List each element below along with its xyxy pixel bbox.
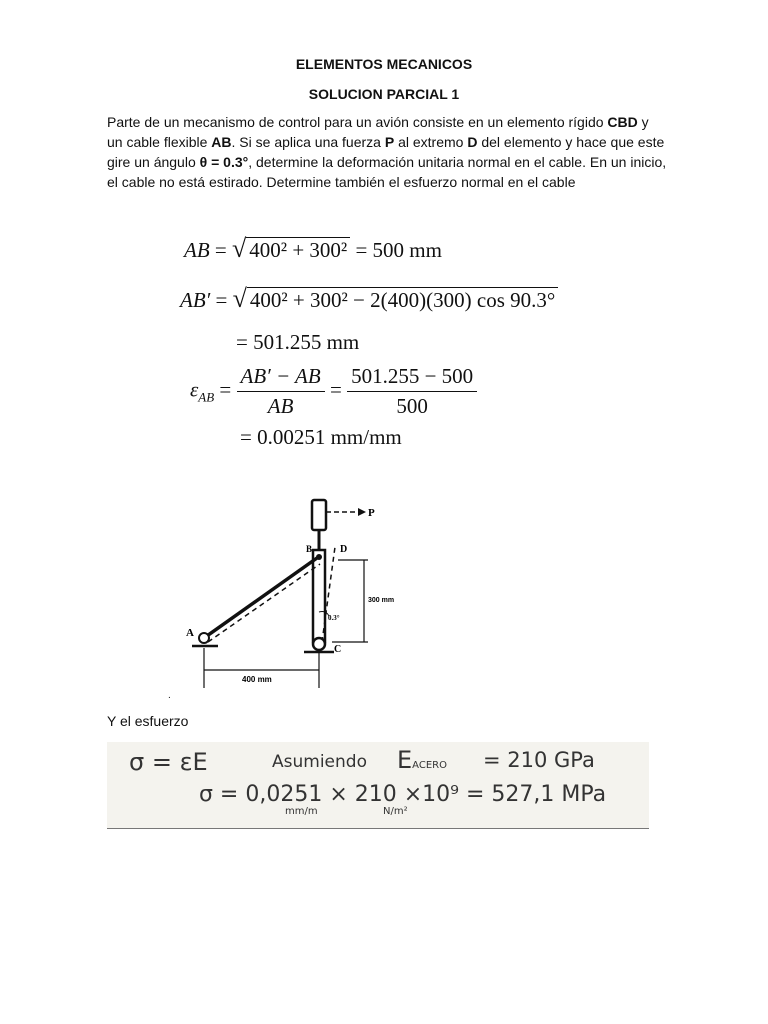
eq4-fraction-2 bbox=[347, 364, 477, 419]
eq4-denominator-2: 500 bbox=[396, 394, 428, 418]
eq4-fraction-1 bbox=[237, 364, 325, 419]
eq1-radicand: 400² + 300² bbox=[246, 237, 350, 262]
stress-label: Y el esfuerzo bbox=[107, 713, 189, 729]
eq4-epsilon: ε bbox=[190, 377, 199, 402]
hw-unit-strain: mm/m bbox=[285, 806, 318, 817]
equation-ab bbox=[184, 234, 442, 264]
sqrt-icon: √ bbox=[232, 284, 247, 313]
eq4-equals: = bbox=[219, 377, 232, 402]
eq1-lhs: AB bbox=[184, 238, 210, 262]
handwritten-note-image bbox=[107, 742, 649, 829]
bold-ab: AB bbox=[211, 134, 232, 150]
label-a: A bbox=[186, 627, 194, 639]
hw-e: E bbox=[397, 746, 413, 774]
pin-c bbox=[313, 638, 325, 650]
hw-assuming: Asumiendo bbox=[272, 752, 367, 772]
problem-text: y un cable flexible bbox=[107, 114, 649, 150]
eq2-equals: = bbox=[215, 288, 228, 312]
pin-a bbox=[199, 633, 209, 643]
cable-ab-dashed bbox=[208, 564, 320, 642]
problem-text: , determine la deformación unitaria normal en el cable. En un inicio, el cable no está estirado. Determine también el esfuerzo normal en el cable bbox=[107, 154, 667, 190]
cable-ab bbox=[204, 558, 317, 638]
eq4-numerator-1: AB′ − AB bbox=[237, 364, 325, 392]
mechanism-diagram bbox=[180, 492, 400, 692]
document-title: ELEMENTOS MECANICOS bbox=[295, 56, 473, 72]
problem-text: al extremo bbox=[394, 134, 468, 150]
label-d: D bbox=[340, 544, 348, 555]
hw-acero: ACERO bbox=[412, 760, 447, 771]
bold-angle: θ = 0.3° bbox=[199, 154, 249, 170]
eq1-result: = 500 mm bbox=[355, 238, 442, 262]
hw-stress-formula: σ = εE bbox=[129, 748, 208, 776]
eq2-radicand: 400² + 300² − 2(400)(300) cos 90.3° bbox=[247, 287, 558, 312]
hw-modulus-value: = 210 GPa bbox=[483, 748, 595, 772]
hw-modulus-symbol bbox=[397, 746, 447, 774]
eq4-equals-2: = bbox=[329, 377, 342, 402]
label-width: 400 mm bbox=[242, 675, 272, 684]
label-b: B bbox=[306, 544, 313, 554]
label-angle: 0.3° bbox=[328, 614, 340, 622]
label-height: 300 mm bbox=[368, 597, 395, 604]
eq4-subscript: AB bbox=[198, 389, 215, 405]
member-top-handle bbox=[312, 500, 326, 530]
problem-text: del elemento y hace que este gire un ángulo bbox=[107, 134, 665, 170]
bold-p: P bbox=[384, 134, 395, 150]
eq1-equals: = bbox=[214, 238, 227, 262]
equation-strain bbox=[190, 364, 477, 419]
eq4-numerator-2: 501.255 − 500 bbox=[347, 364, 477, 392]
sqrt-icon: √ bbox=[232, 234, 247, 263]
problem-statement bbox=[107, 112, 667, 192]
equation-ab-prime bbox=[180, 284, 558, 314]
stray-dot: . bbox=[168, 690, 171, 701]
bold-cbd: CBD bbox=[607, 114, 638, 130]
label-c: C bbox=[334, 644, 342, 655]
bold-d: D bbox=[467, 134, 478, 150]
problem-text: . Si se aplica una fuerza bbox=[231, 134, 385, 150]
hw-stress-result: σ = 0,0251 × 210 ×10⁹ = 527,1 MPa bbox=[199, 782, 607, 807]
equation-ab-prime-result: = 501.255 mm bbox=[236, 330, 360, 354]
hw-unit-pressure: N/m² bbox=[383, 806, 408, 817]
problem-text: Parte de un mecanismo de control para un avión consiste en un elemento rígido bbox=[107, 114, 608, 130]
document-subtitle: SOLUCION PARCIAL 1 bbox=[308, 86, 460, 102]
eq2-lhs: AB′ bbox=[180, 288, 211, 312]
eq4-denominator-1: AB bbox=[267, 394, 294, 418]
arrow-right-icon bbox=[358, 508, 366, 516]
label-p: P bbox=[368, 507, 375, 519]
equation-strain-result: = 0.00251 mm/mm bbox=[240, 425, 402, 449]
